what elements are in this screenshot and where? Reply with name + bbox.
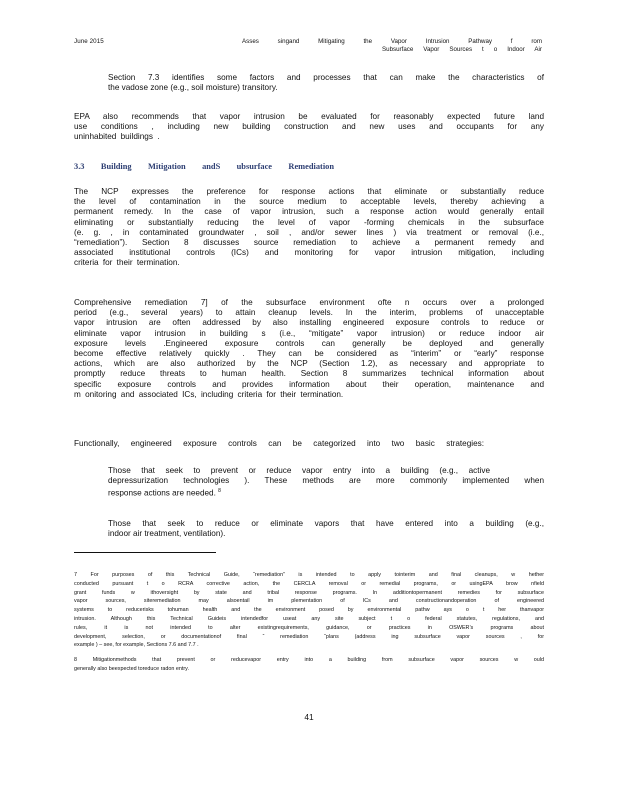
text-line: associated institutional controls (ICs) and monitoring for vapor intrusion mitigation, including bbox=[74, 248, 544, 258]
text-line: Comprehensive remediation 7] of the subsurface environment ofte n occurs over a prolonged bbox=[74, 298, 544, 307]
text-line: Section 7.3 identifies some factors and processes that can make the characteristics of bbox=[108, 73, 544, 82]
text-line: EPA also recommends that vapor intrusion be evaluated for reasonably expected future land bbox=[74, 112, 544, 121]
bullet-reduce-vapors bbox=[88, 519, 544, 541]
footnote-separator bbox=[74, 552, 216, 553]
text-line: use conditions , including new building construction and new uses and occupants for any bbox=[74, 122, 544, 132]
text-line: Those that seek to reduce or eliminate vapors that have entered into a building (e.g., bbox=[108, 519, 544, 528]
text-line: eliminating or substantially reducing the level of vapor -forming chemicals in the subsurface bbox=[74, 217, 544, 227]
footnote-line: example ) – see, for example, Sections 7.6 and 7.7 . bbox=[74, 642, 199, 649]
footnote-line: rules, it is not intended to alter existingrequirements, guidance, or practices in OSWER’s programs about bbox=[74, 624, 544, 631]
bullet-marker bbox=[88, 466, 96, 475]
text-fragment: response actions are needed. bbox=[108, 489, 219, 499]
header-date: June 2015 bbox=[74, 38, 104, 45]
text-line: criteria for their termination. bbox=[74, 258, 180, 268]
bullet-prevent-vapor-entry bbox=[88, 466, 544, 498]
text-line: permanent remedy. In the case of vapor intrusion, such a response action would generally entail bbox=[74, 207, 544, 217]
footnote-line: generally also beexpected toreduce radon entry. bbox=[74, 665, 189, 672]
text-line: indoor air treatment, ventilation). bbox=[108, 529, 226, 539]
text-line: exposure levels .Engineered exposure controls can generally be deployed and generally bbox=[74, 338, 544, 348]
text-line: eliminate vapor intrusion in building s (i.e., “mitigate” vapor intrusion) or reduce indoor air bbox=[74, 328, 544, 338]
text-line: “remediation”). Section 8 discusses source remediation to achieve a permanent remedy and bbox=[74, 238, 544, 248]
text-line: The NCP expresses the preference for response actions that eliminate or substantially reduce bbox=[74, 187, 544, 196]
text-line: vapor intrusion are often addressed by also installing engineered exposure controls to reduce or bbox=[74, 318, 544, 328]
paragraph-comprehensive-remediation bbox=[74, 298, 544, 400]
footnote-line: systems to reducerisks tohuman health and the environment posed by environmental pathw ays o t her thanvapor bbox=[74, 607, 544, 614]
text-line: actions, which are also authorized by the NCP (Section 1.2), as necessary and appropriate to bbox=[74, 359, 544, 369]
footnote-line: intrusion. Although this Technical Guideis intendedfor useat any site subject t o federal statutes, regulations, and bbox=[74, 615, 544, 622]
paragraph-ncp bbox=[74, 187, 544, 269]
footnote-line: conducted pursuant t o RCRA corrective action, the CERCLA removal or remedial programs, or usingEPA brow nfield bbox=[74, 580, 544, 587]
text-line: (e. g. , in contaminated groundwater , soil , and/or sewer lines ) via treatment or removal (i.e., bbox=[74, 227, 544, 237]
text-line: depressurization technologies ). These methods are more commonly implemented when bbox=[108, 476, 544, 486]
text-line: the vadose zone (e.g., soil moisture) transitory. bbox=[108, 83, 278, 93]
text-line: Those that seek to prevent or reduce vapor entry into a building (e.g., active bbox=[108, 466, 490, 475]
text-line: the level of contamination in the source medium to acceptable levels, thereby achieving a bbox=[74, 197, 544, 207]
footnote-7 bbox=[74, 571, 544, 650]
section-heading: 3.3 Building Mitigation andS ubsurface Remediation bbox=[74, 162, 334, 171]
page-number: 41 bbox=[304, 712, 314, 722]
paragraph-epa-recommends bbox=[74, 112, 544, 143]
header-title-line1: Asses singand Mitigating the Vapor Intrusion Pathway f rom bbox=[242, 38, 542, 45]
bullet-vadose-zone bbox=[88, 73, 544, 95]
bullet-marker bbox=[88, 519, 96, 528]
text-line bbox=[108, 486, 544, 499]
footnote-line: vapor sources, siteremediation may alsoentail im plementation of ICs and constructionandoperation of engineered bbox=[74, 598, 544, 605]
header-title-line2: Subsurface Vapor Sources t o Indoor Air bbox=[382, 46, 542, 53]
bullet-marker bbox=[88, 73, 96, 82]
paragraph-functionally bbox=[74, 439, 484, 449]
footnote-line: 8 Mitigationmethods that prevent or reducevapor entry into a building from subsurface vapor sources w ould bbox=[74, 657, 544, 663]
footnote-8 bbox=[74, 656, 544, 674]
text-line: become effective relatively quickly . They can be considered as “interim” or “early” response bbox=[74, 349, 544, 359]
text-line: uninhabited buildings . bbox=[74, 132, 160, 142]
footnote-line: development, selection, or documentationof final “ remediation “plans (address ing subsurface vapor sources , for bbox=[74, 633, 544, 640]
text-line: Functionally, engineered exposure controls can be categorized into two basic strategies: bbox=[74, 439, 484, 448]
text-line: period (e.g., several years) to attain cleanup levels. In the interim, problems of unacceptable bbox=[74, 308, 544, 318]
footnote-ref-8: 8 bbox=[218, 488, 221, 495]
text-line: specific exposure controls and provides information about their operation, maintenance and bbox=[74, 379, 544, 389]
footnote-line: grant funds w ithoversight by state and tribal response programs. In additiontopermanent remedies for subsurface bbox=[74, 589, 544, 596]
text-line: m onitoring and associated ICs, including criteria for their termination. bbox=[74, 389, 344, 399]
text-line: promptly reduce threats to human health. Section 8 summarizes technical information about bbox=[74, 369, 544, 379]
footnote-line: 7 For purposes of this Technical Guide, “remediation” is intended to apply tointerim and final cleanups, w hether bbox=[74, 572, 544, 578]
